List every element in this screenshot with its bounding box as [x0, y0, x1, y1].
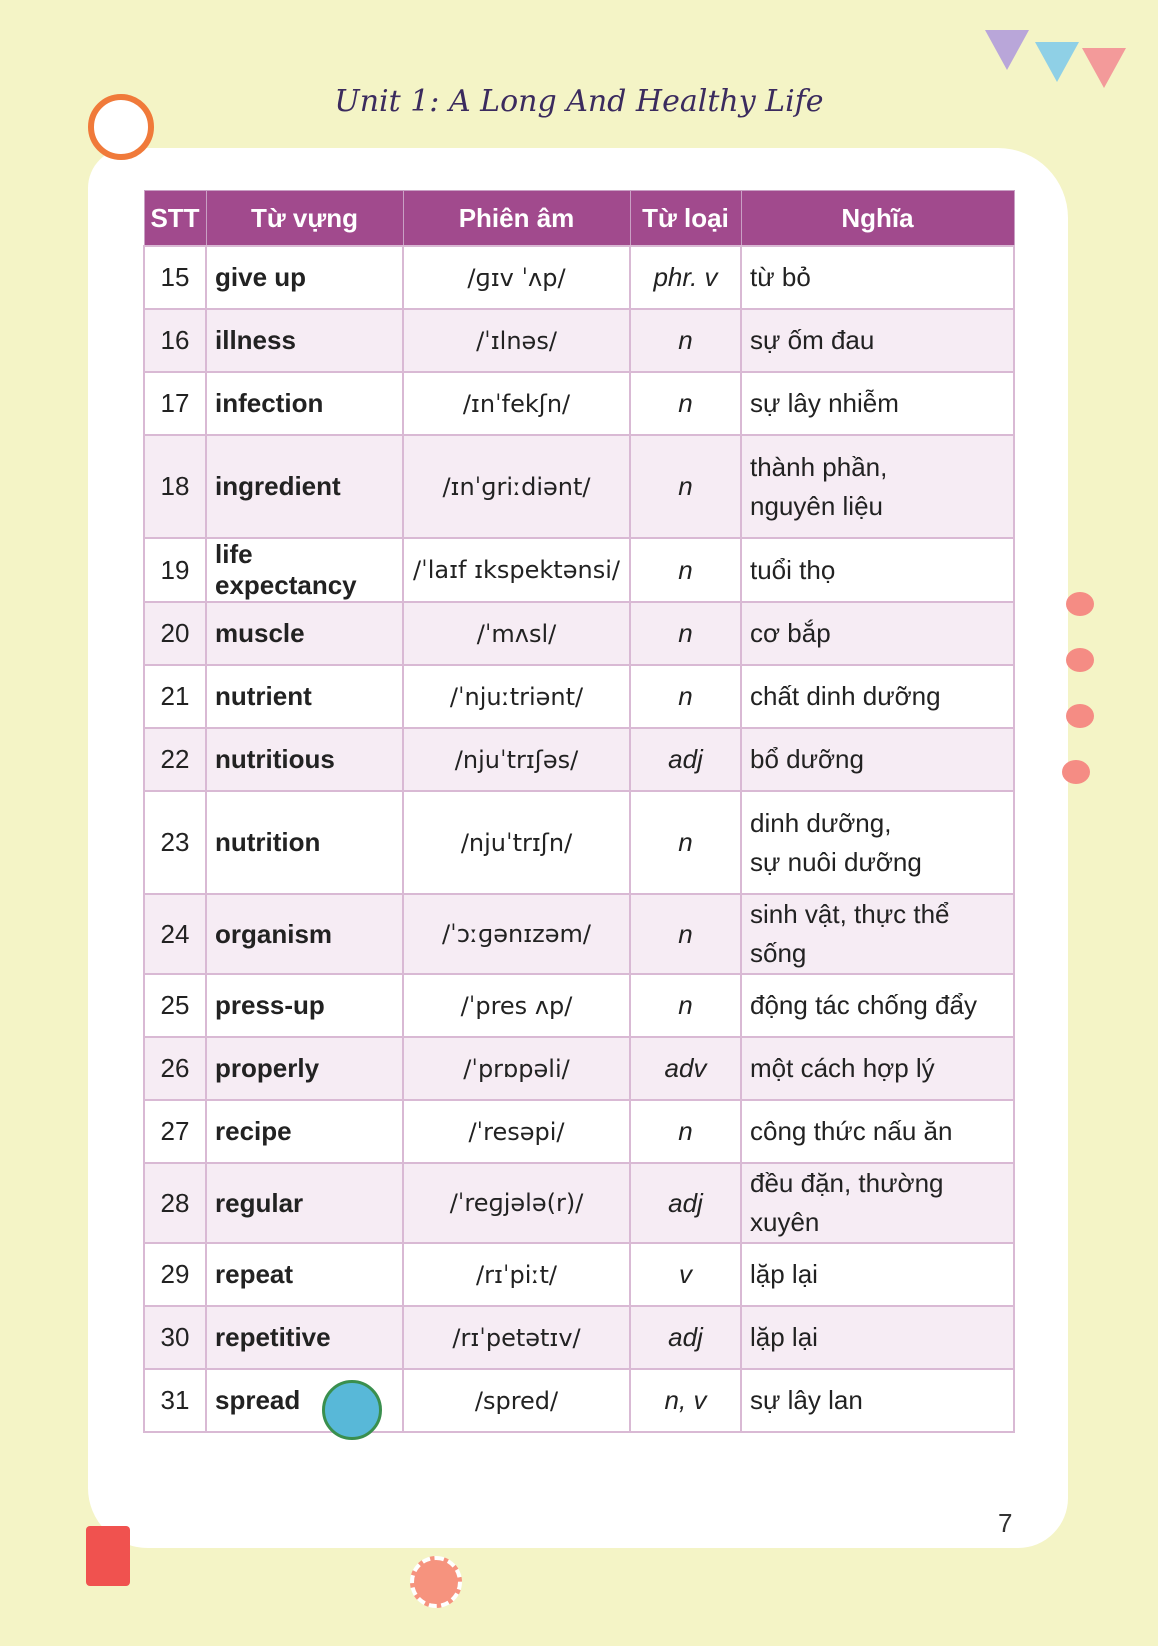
row-number: 26 — [144, 1037, 206, 1100]
table-row — [144, 538, 1014, 602]
phonetic-cell: /ɡɪv ˈʌp/ — [403, 246, 630, 309]
bunting-icon — [985, 30, 1029, 70]
page-title: Unit 1: A Long And Healthy Life — [334, 84, 824, 119]
word-cell: repeat — [206, 1243, 403, 1306]
word-cell: properly — [206, 1037, 403, 1100]
word-cell: infection — [206, 372, 403, 435]
phonetic-cell: /ˈɔːɡənɪzəm/ — [403, 894, 630, 974]
part-of-speech-cell: n — [630, 372, 741, 435]
row-number: 27 — [144, 1100, 206, 1163]
row-number: 20 — [144, 602, 206, 665]
phonetic-cell: /ˈlaɪf ɪkspektənsi/ — [403, 538, 630, 602]
row-number: 16 — [144, 309, 206, 372]
sun-icon — [410, 1556, 462, 1608]
phonetic-cell: /ɪnˈfekʃn/ — [403, 372, 630, 435]
row-number: 23 — [144, 791, 206, 894]
table-row — [144, 791, 1014, 894]
alarm-clock-icon — [88, 94, 154, 160]
phonetic-cell: /rɪˈpetətɪv/ — [403, 1306, 630, 1369]
column-header-ipa: Phiên âm — [403, 191, 630, 247]
part-of-speech-cell: n — [630, 665, 741, 728]
part-of-speech-cell: n, v — [630, 1369, 741, 1432]
table-row — [144, 309, 1014, 372]
phonetic-cell: /njuˈtrɪʃəs/ — [403, 728, 630, 791]
table-row — [144, 665, 1014, 728]
meaning-cell: tuổi thọ — [741, 538, 1014, 602]
phonetic-cell: /ˈprɒpəli/ — [403, 1037, 630, 1100]
flower-icon — [1066, 648, 1094, 672]
column-header-stt: STT — [144, 191, 206, 247]
row-number: 30 — [144, 1306, 206, 1369]
meaning-cell: cơ bắp — [741, 602, 1014, 665]
phonetic-cell: /ˈɪlnəs/ — [403, 309, 630, 372]
part-of-speech-cell: n — [630, 309, 741, 372]
row-number: 31 — [144, 1369, 206, 1432]
table-row — [144, 1037, 1014, 1100]
part-of-speech-cell: phr. v — [630, 246, 741, 309]
vocabulary-table — [143, 190, 1015, 1433]
pencil-cup-icon — [86, 1526, 130, 1586]
word-cell: life expectancy — [206, 538, 403, 602]
word-cell: spread — [206, 1369, 403, 1432]
part-of-speech-cell: n — [630, 974, 741, 1037]
phonetic-cell: /ɪnˈɡriːdiənt/ — [403, 435, 630, 538]
part-of-speech-cell: adj — [630, 1163, 741, 1243]
part-of-speech-cell: n — [630, 791, 741, 894]
table-row — [144, 602, 1014, 665]
row-number: 18 — [144, 435, 206, 538]
meaning-cell: từ bỏ — [741, 246, 1014, 309]
word-cell: organism — [206, 894, 403, 974]
phonetic-cell: /ˈmʌsl/ — [403, 602, 630, 665]
meaning-cell: thành phần, nguyên liệu — [741, 435, 1014, 538]
meaning-cell: sự lây lan — [741, 1369, 1014, 1432]
word-cell: repetitive — [206, 1306, 403, 1369]
meaning-cell: một cách hợp lý — [741, 1037, 1014, 1100]
meaning-cell: dinh dưỡng, sự nuôi dưỡng — [741, 791, 1014, 894]
meaning-cell: chất dinh dưỡng — [741, 665, 1014, 728]
meaning-cell: đều đặn, thường xuyên — [741, 1163, 1014, 1243]
word-cell: nutrition — [206, 791, 403, 894]
meaning-cell: bổ dưỡng — [741, 728, 1014, 791]
meaning-cell: công thức nấu ăn — [741, 1100, 1014, 1163]
phonetic-cell: /spred/ — [403, 1369, 630, 1432]
globe-icon — [322, 1380, 382, 1440]
row-number: 21 — [144, 665, 206, 728]
column-header-word: Từ vựng — [206, 191, 403, 247]
table-row — [144, 894, 1014, 974]
table-row — [144, 1369, 1014, 1432]
page-number: 7 — [998, 1508, 1013, 1538]
meaning-cell: lặp lại — [741, 1243, 1014, 1306]
table-row — [144, 1163, 1014, 1243]
row-number: 24 — [144, 894, 206, 974]
meaning-cell: động tác chống đẩy — [741, 974, 1014, 1037]
phonetic-cell: /ˈreɡjələ(r)/ — [403, 1163, 630, 1243]
word-cell: regular — [206, 1163, 403, 1243]
phonetic-cell: /ˈnjuːtriənt/ — [403, 665, 630, 728]
column-header-pos: Từ loại — [630, 191, 741, 247]
table-row — [144, 974, 1014, 1037]
meaning-cell: sinh vật, thực thể sống — [741, 894, 1014, 974]
row-number: 22 — [144, 728, 206, 791]
table-row — [144, 372, 1014, 435]
bunting-icon — [1035, 42, 1079, 82]
meaning-cell: sự lây nhiễm — [741, 372, 1014, 435]
part-of-speech-cell: n — [630, 1100, 741, 1163]
word-cell: muscle — [206, 602, 403, 665]
word-cell: recipe — [206, 1100, 403, 1163]
part-of-speech-cell: adj — [630, 1306, 741, 1369]
column-header-meaning: Nghĩa — [741, 191, 1014, 247]
table-header-row — [144, 191, 1014, 247]
phonetic-cell: /ˈresəpi/ — [403, 1100, 630, 1163]
row-number: 15 — [144, 246, 206, 309]
table-row — [144, 1243, 1014, 1306]
phonetic-cell: /njuˈtrɪʃn/ — [403, 791, 630, 894]
meaning-cell: sự ốm đau — [741, 309, 1014, 372]
part-of-speech-cell: n — [630, 894, 741, 974]
part-of-speech-cell: adv — [630, 1037, 741, 1100]
meaning-cell: lặp lại — [741, 1306, 1014, 1369]
word-cell: nutrient — [206, 665, 403, 728]
phonetic-cell: /ˈpres ʌp/ — [403, 974, 630, 1037]
word-cell: give up — [206, 246, 403, 309]
flower-icon — [1062, 760, 1090, 784]
table-row — [144, 1306, 1014, 1369]
phonetic-cell: /rɪˈpiːt/ — [403, 1243, 630, 1306]
part-of-speech-cell: n — [630, 435, 741, 538]
word-cell: ingredient — [206, 435, 403, 538]
part-of-speech-cell: n — [630, 602, 741, 665]
row-number: 29 — [144, 1243, 206, 1306]
table-row — [144, 1100, 1014, 1163]
row-number: 17 — [144, 372, 206, 435]
row-number: 25 — [144, 974, 206, 1037]
word-cell: nutritious — [206, 728, 403, 791]
bunting-icon — [1082, 48, 1126, 88]
part-of-speech-cell: v — [630, 1243, 741, 1306]
row-number: 28 — [144, 1163, 206, 1243]
flower-icon — [1066, 592, 1094, 616]
part-of-speech-cell: n — [630, 538, 741, 602]
table-row — [144, 435, 1014, 538]
part-of-speech-cell: adj — [630, 728, 741, 791]
word-cell: press-up — [206, 974, 403, 1037]
word-cell: illness — [206, 309, 403, 372]
row-number: 19 — [144, 538, 206, 602]
table-row — [144, 246, 1014, 309]
flower-icon — [1066, 704, 1094, 728]
table-row — [144, 728, 1014, 791]
